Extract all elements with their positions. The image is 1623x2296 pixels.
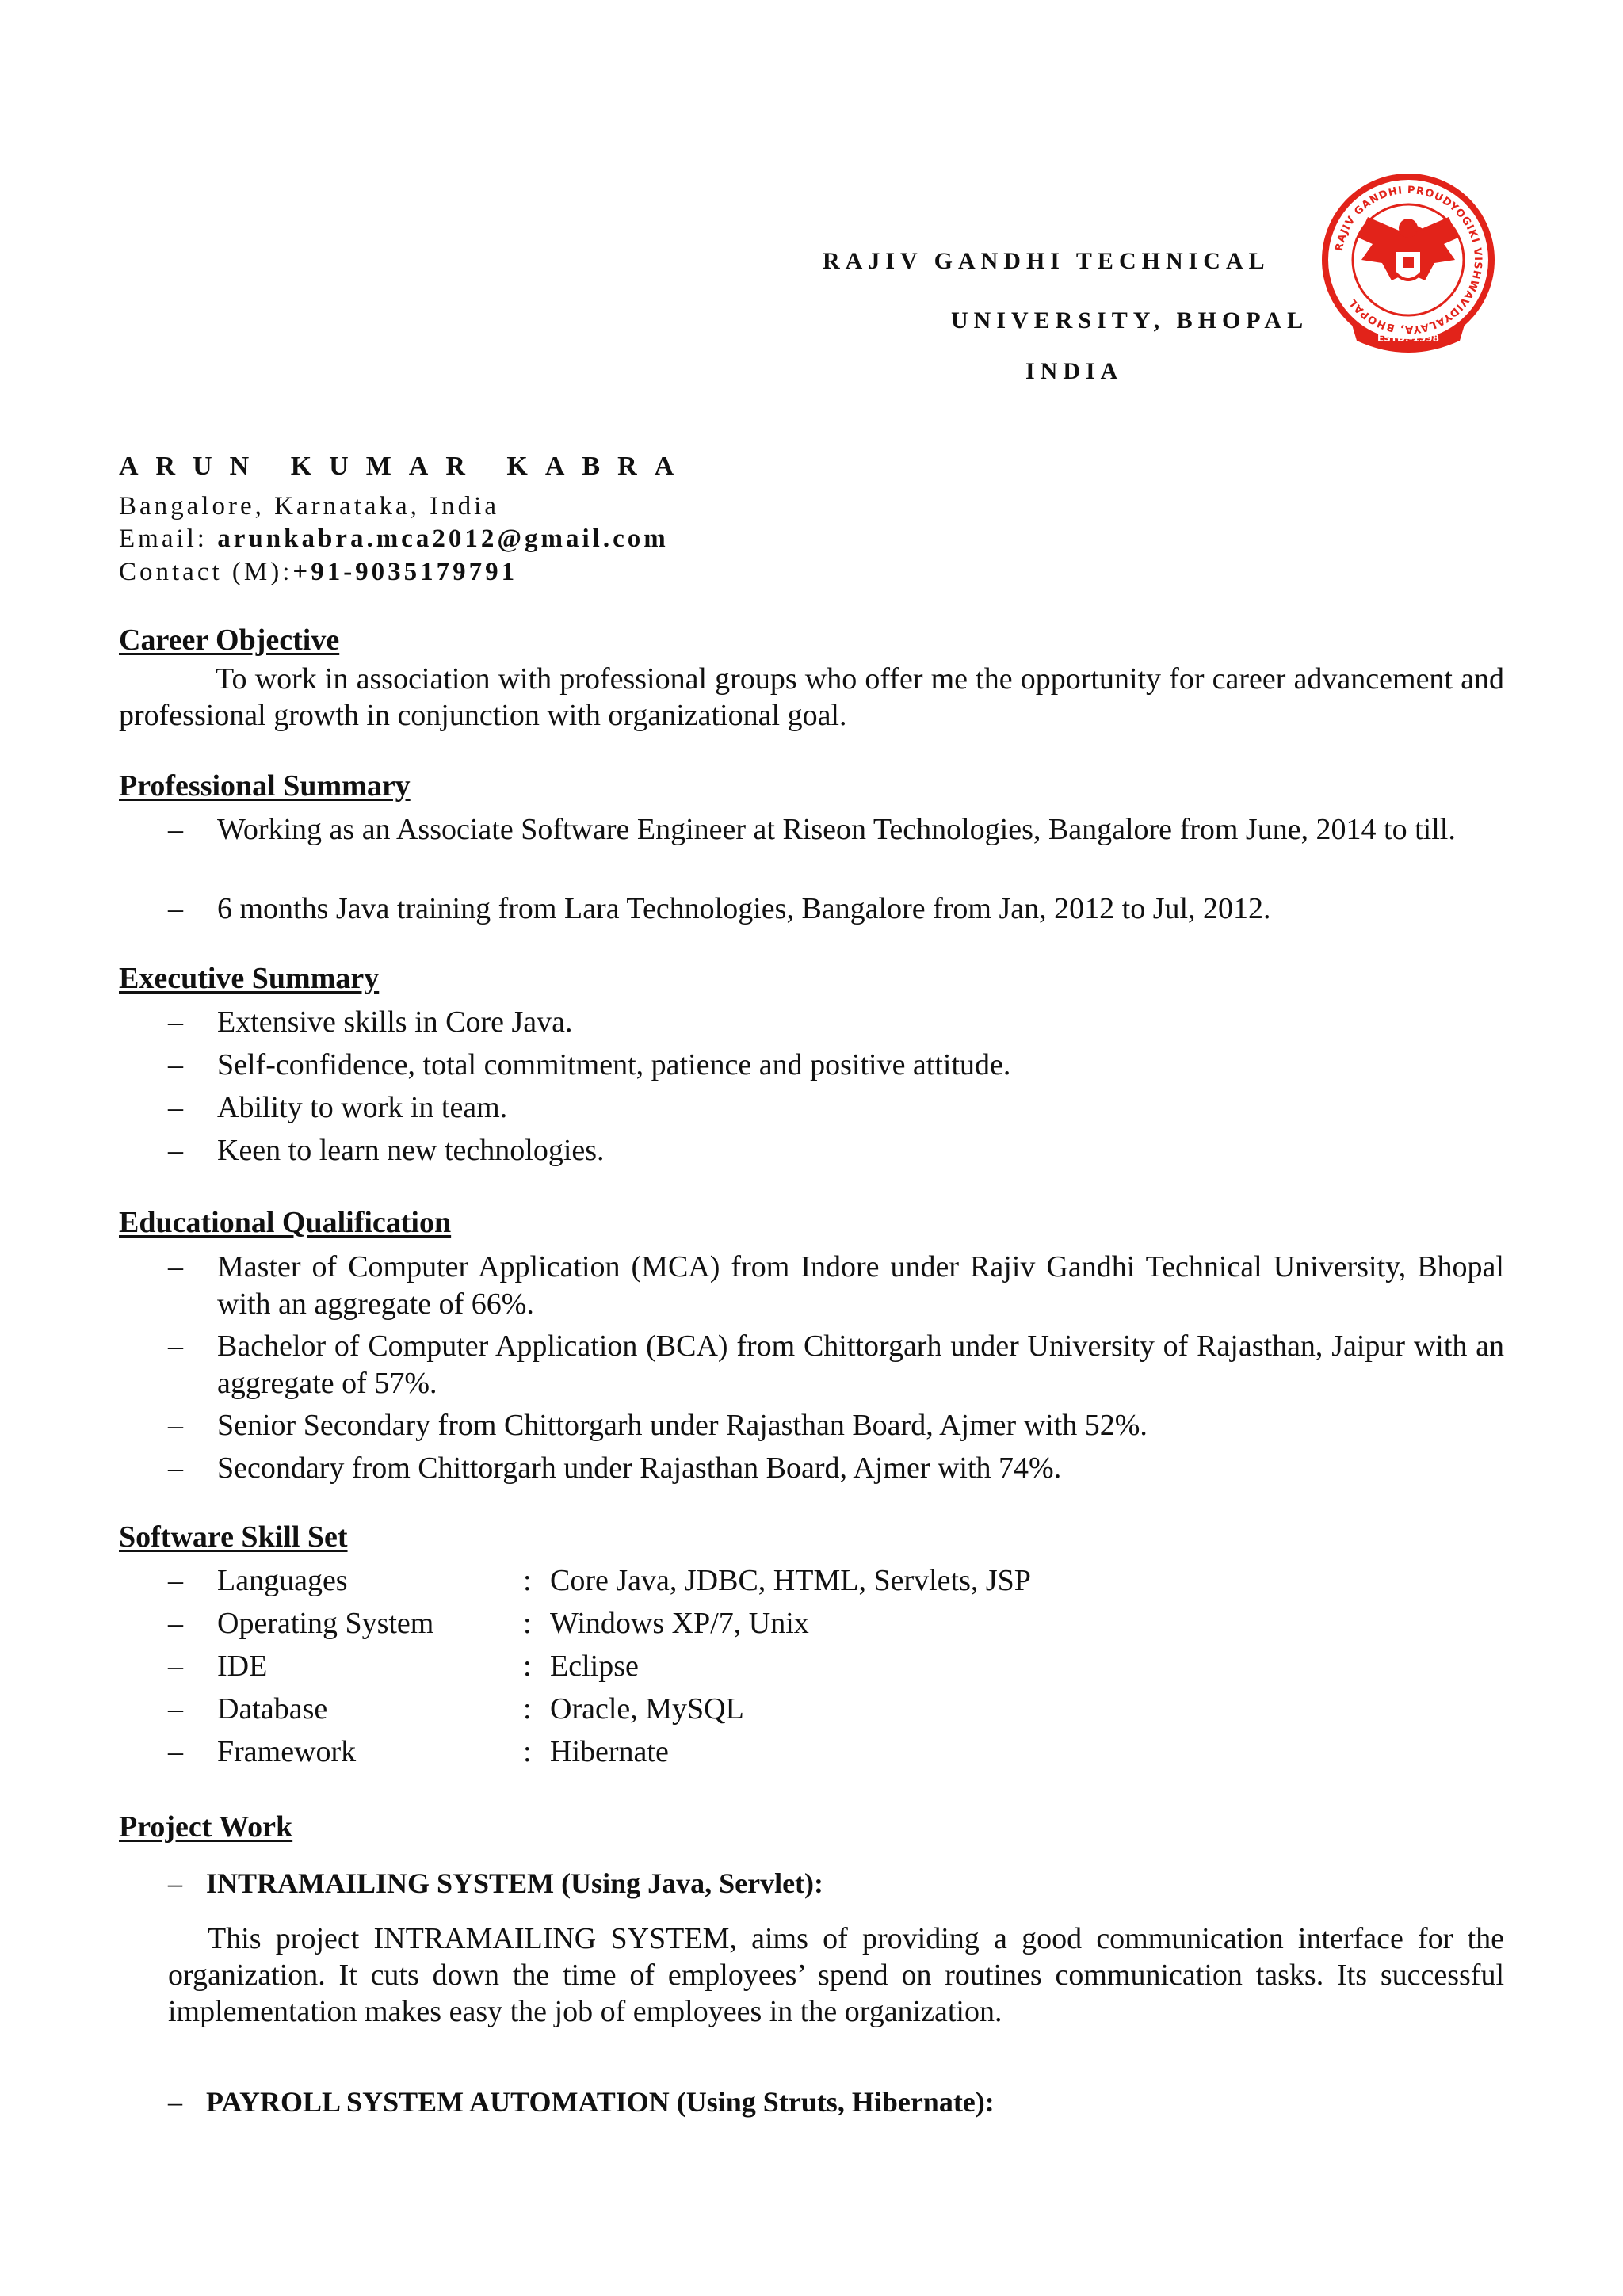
skill-label: Operating System [217, 1607, 434, 1640]
bullet-dash-icon: – [168, 2086, 182, 2118]
skill-label: Database [217, 1692, 328, 1726]
bullet-dash-icon: – [168, 892, 183, 925]
bullet-dash-icon: – [168, 1692, 183, 1726]
section-title-project-work: Project Work [119, 1810, 293, 1844]
section-title-educational-qualification: Educational Qualification [119, 1206, 452, 1239]
skill-value: Eclipse [550, 1650, 639, 1683]
skill-value: Core Java, JDBC, HTML, Servlets, JSP [550, 1564, 1031, 1597]
section-title-career-objective: Career Objective [119, 624, 340, 657]
bullet-dash-icon: – [168, 1329, 183, 1363]
bullet-dash-icon: – [168, 1735, 183, 1768]
career-objective-text [119, 661, 1504, 734]
bullet-dash-icon: – [168, 813, 183, 846]
university-name-line-1: RAJIV GANDHI TECHNICAL [823, 248, 1270, 274]
seal-ring-text: RAJIV GANDHI PROUDYOGIKI VISHWAVIDYALAYA, BHOPAL [1333, 184, 1484, 336]
bullet-dash-icon: – [168, 1564, 183, 1597]
email-line [119, 524, 669, 554]
email-address: arunkabra.mca2012@gmail.com [217, 524, 669, 553]
candidate-location: Bangalore, Karnataka, India [119, 492, 499, 521]
seal-established-text: ESTD.-1998 [1377, 333, 1439, 344]
bullet-dash-icon: – [168, 1650, 183, 1683]
list-item: – Master of Computer Application (MCA) from Indore under Rajiv Gandhi Technical University, Bhopal with an aggregate of 66%. [168, 1250, 1504, 1321]
list-item: – Self-confidence, total commitment, patience and positive attitude. [168, 1047, 1504, 1084]
university-country: INDIA [1025, 358, 1124, 384]
list-item: – 6 months Java training from Lara Technologies, Bangalore from Jan, 2012 to Jul, 2012. [168, 891, 1504, 928]
skill-label: Languages [217, 1564, 348, 1597]
bullet-dash-icon: – [168, 1867, 182, 1899]
candidate-name: ARUN KUMAR KABRA [119, 452, 692, 481]
list-item: – Extensive skills in Core Java. [168, 1004, 1504, 1041]
bullet-dash-icon: – [168, 1091, 183, 1124]
bullet-dash-icon: – [168, 1250, 183, 1283]
resume-page: RAJIV GANDHI TECHNICAL UNIVERSITY, BHOPAL INDIA RAJIV GANDHI PROUDYOGIKI VISHWAVIDYALAYA, BHOPAL ESTD.-1998 ARUN KUMAR KABRA Bangalore, Karnataka, India Email: arunkabra.mca2012@gmail.com Contact (M):+91-9035179791 Career Objective To work in association with professional groups who offer me the opportunity for career advancement and professional growth in conjunction with organizational goal. Professional Summary – Working as an Associate Software Engineer at Riseon Technologies, Bangalore from June, 2014 to till. – 6 months Java training from Lara Technologies, Bangalore from Jan, 2012 to Jul, 2012. Executive Summary – Extensive skills in Core Java. – Self-confidence, total commitment, patience and positive attitude. – Ability to work in team. – Keen to learn new technologies. Educational Qualification – Master of Computer Application (MCA) from Indore under Rajiv Gandhi Technical University, Bhopal with an aggregate of 66%. – Bachelor of Computer Application (BCA) from Chittorgarh under University of Rajasthan, Jaipur with an aggregate of 57%. – Senior Secondary from Chittorgarh under Rajasthan Board, Ajmer with 52%. – Secondary from Chittorgarh under Rajasthan Board, Ajmer with 74%. Software Skill Set – Languages : Core Java, JDBC, HTML, Servlets, JSP – Operating System : Windows XP/7, Unix – IDE : Eclipse – Database : Oracle, MySQL – Framework : Hibernate Project Work – INTRAMAILING SYSTEM (Using Java, Servlet): This project INTRAMAILING SYSTEM, aims of providing a good communication interface for the organization. It cuts down the time of employees’ spend on routines communication tasks. Its successful implementation makes easy the job of employees in the organization. – PAYROLL SYSTEM AUTOMATION (Using Struts, Hibernate): [0, 0, 1623, 2296]
bullet-dash-icon: – [168, 1005, 183, 1039]
bullet-dash-icon: – [168, 1048, 183, 1081]
list-item: – Secondary from Chittorgarh under Rajasthan Board, Ajmer with 74%. [168, 1450, 1504, 1487]
project-heading: – PAYROLL SYSTEM AUTOMATION (Using Struts, Hibernate): [168, 2086, 995, 2118]
email-label: Email: [119, 524, 218, 553]
career-objective-body: To work in association with professional groups who offer me the opportunity for career advancement and professional growth in conjunction with organizational goal. [119, 662, 1504, 732]
skill-value: Oracle, MySQL [550, 1692, 744, 1726]
bullet-dash-icon: – [168, 1409, 183, 1442]
university-seal-icon [1320, 162, 1496, 357]
skill-value: Hibernate [550, 1735, 669, 1768]
contact-number: +91-9035179791 [292, 558, 518, 586]
skill-label: Framework [217, 1735, 357, 1768]
list-item: – Bachelor of Computer Application (BCA) from Chittorgarh under University of Rajasthan, Jaipur with an aggregate of 57%. [168, 1329, 1504, 1400]
skill-label: IDE [217, 1650, 268, 1683]
bullet-dash-icon: – [168, 1607, 183, 1640]
list-item: – Working as an Associate Software Engineer at Riseon Technologies, Bangalore from June, 2014 to till. [168, 811, 1504, 849]
project-description: This project INTRAMAILING SYSTEM, aims of providing a good communication interface for the organization. It cuts down the time of employees’ spend on routines communication tasks. Its successful implementation makes easy the job of employees in the organization. [168, 1922, 1504, 2028]
project-heading: – INTRAMAILING SYSTEM (Using Java, Servlet): [168, 1867, 824, 1899]
bullet-dash-icon: – [168, 1134, 183, 1167]
contact-line [119, 558, 517, 587]
bullet-dash-icon: – [168, 1451, 183, 1485]
section-title-executive-summary: Executive Summary [119, 962, 380, 995]
contact-label: Contact (M): [119, 558, 293, 586]
list-item: – Senior Secondary from Chittorgarh under Rajasthan Board, Ajmer with 52%. [168, 1407, 1504, 1444]
section-title-software-skill-set: Software Skill Set [119, 1520, 348, 1554]
list-item: – Keen to learn new technologies. [168, 1132, 1504, 1169]
skill-value: Windows XP/7, Unix [550, 1607, 809, 1640]
list-item: – Ability to work in team. [168, 1089, 1504, 1127]
section-title-professional-summary: Professional Summary [119, 769, 411, 803]
university-name-line-2: UNIVERSITY, BHOPAL [951, 307, 1309, 334]
